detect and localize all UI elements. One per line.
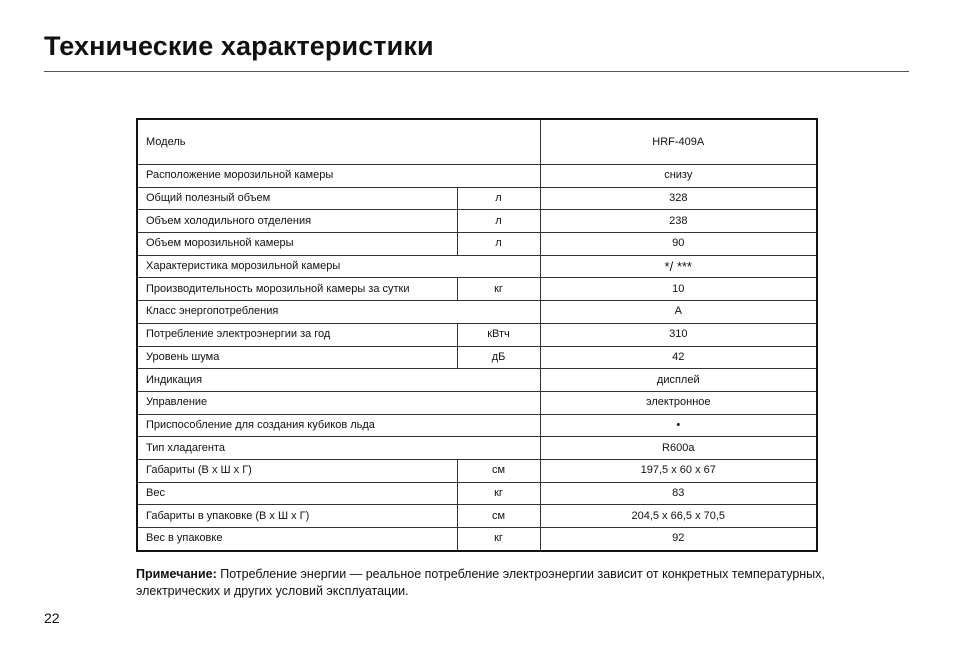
table-row bbox=[137, 437, 817, 460]
spec-label: Уровень шума bbox=[137, 346, 457, 369]
spec-label: Приспособление для создания кубиков льда bbox=[137, 414, 540, 437]
table-row bbox=[137, 255, 817, 278]
spec-label: Вес bbox=[137, 482, 457, 505]
table-row bbox=[137, 391, 817, 414]
table-row bbox=[137, 459, 817, 482]
spec-value: электронное bbox=[540, 391, 817, 414]
spec-label: Габариты (В х Ш х Г) bbox=[137, 459, 457, 482]
spec-label: Вес в упаковке bbox=[137, 528, 457, 551]
spec-value: 83 bbox=[540, 482, 817, 505]
table-row bbox=[137, 323, 817, 346]
spec-unit: кг bbox=[457, 278, 540, 301]
table-row bbox=[137, 369, 817, 392]
table-row bbox=[137, 414, 817, 437]
spec-value: 238 bbox=[540, 210, 817, 233]
spec-value: 328 bbox=[540, 187, 817, 210]
note-label: Примечание: bbox=[136, 567, 217, 581]
spec-label: Характеристика морозильной камеры bbox=[137, 255, 540, 278]
spec-value: 204,5 х 66,5 х 70,5 bbox=[540, 505, 817, 528]
table-row bbox=[137, 165, 817, 188]
spec-label: Управление bbox=[137, 391, 540, 414]
spec-value: 92 bbox=[540, 528, 817, 551]
specifications-table bbox=[136, 118, 818, 552]
spec-unit: кВтч bbox=[457, 323, 540, 346]
spec-value: */ *** bbox=[540, 255, 817, 278]
table-row bbox=[137, 278, 817, 301]
table-row bbox=[137, 528, 817, 551]
spec-value: 310 bbox=[540, 323, 817, 346]
spec-unit: л bbox=[457, 233, 540, 256]
spec-unit: кг bbox=[457, 482, 540, 505]
spec-value: A bbox=[540, 301, 817, 324]
spec-label: Модель bbox=[137, 119, 540, 165]
spec-label: Производительность морозильной камеры за сутки bbox=[137, 278, 457, 301]
table-row bbox=[137, 301, 817, 324]
spec-label: Расположение морозильной камеры bbox=[137, 165, 540, 188]
spec-unit: дБ bbox=[457, 346, 540, 369]
note-text: Потребление энергии — реальное потребление электроэнергии зависит от конкретных температурных, электрических и других условий эксплуатации. bbox=[136, 567, 825, 598]
spec-value: снизу bbox=[540, 165, 817, 188]
spec-unit: кг bbox=[457, 528, 540, 551]
spec-value: 42 bbox=[540, 346, 817, 369]
spec-label: Тип хладагента bbox=[137, 437, 540, 460]
spec-unit: см bbox=[457, 505, 540, 528]
spec-label: Общий полезный объем bbox=[137, 187, 457, 210]
spec-label: Габариты в упаковке (В х Ш х Г) bbox=[137, 505, 457, 528]
table-row bbox=[137, 210, 817, 233]
table-row bbox=[137, 505, 817, 528]
energy-note bbox=[136, 566, 836, 600]
spec-label: Индикация bbox=[137, 369, 540, 392]
spec-value: 10 bbox=[540, 278, 817, 301]
table-row bbox=[137, 187, 817, 210]
spec-value: • bbox=[540, 414, 817, 437]
spec-label: Класс энергопотребления bbox=[137, 301, 540, 324]
spec-unit: л bbox=[457, 187, 540, 210]
table-row bbox=[137, 346, 817, 369]
table-row bbox=[137, 119, 817, 165]
spec-value: HRF-409A bbox=[540, 119, 817, 165]
spec-unit: л bbox=[457, 210, 540, 233]
spec-value: дисплей bbox=[540, 369, 817, 392]
page-number: 22 bbox=[44, 610, 60, 626]
spec-label: Объем холодильного отделения bbox=[137, 210, 457, 233]
page-title: Технические характеристики bbox=[44, 31, 434, 61]
spec-unit: см bbox=[457, 459, 540, 482]
spec-value: R600a bbox=[540, 437, 817, 460]
table-row bbox=[137, 482, 817, 505]
table-row bbox=[137, 233, 817, 256]
title-divider bbox=[44, 71, 909, 72]
spec-value: 90 bbox=[540, 233, 817, 256]
spec-value: 197,5 х 60 х 67 bbox=[540, 459, 817, 482]
spec-label: Объем морозильной камеры bbox=[137, 233, 457, 256]
spec-label: Потребление электроэнергии за год bbox=[137, 323, 457, 346]
